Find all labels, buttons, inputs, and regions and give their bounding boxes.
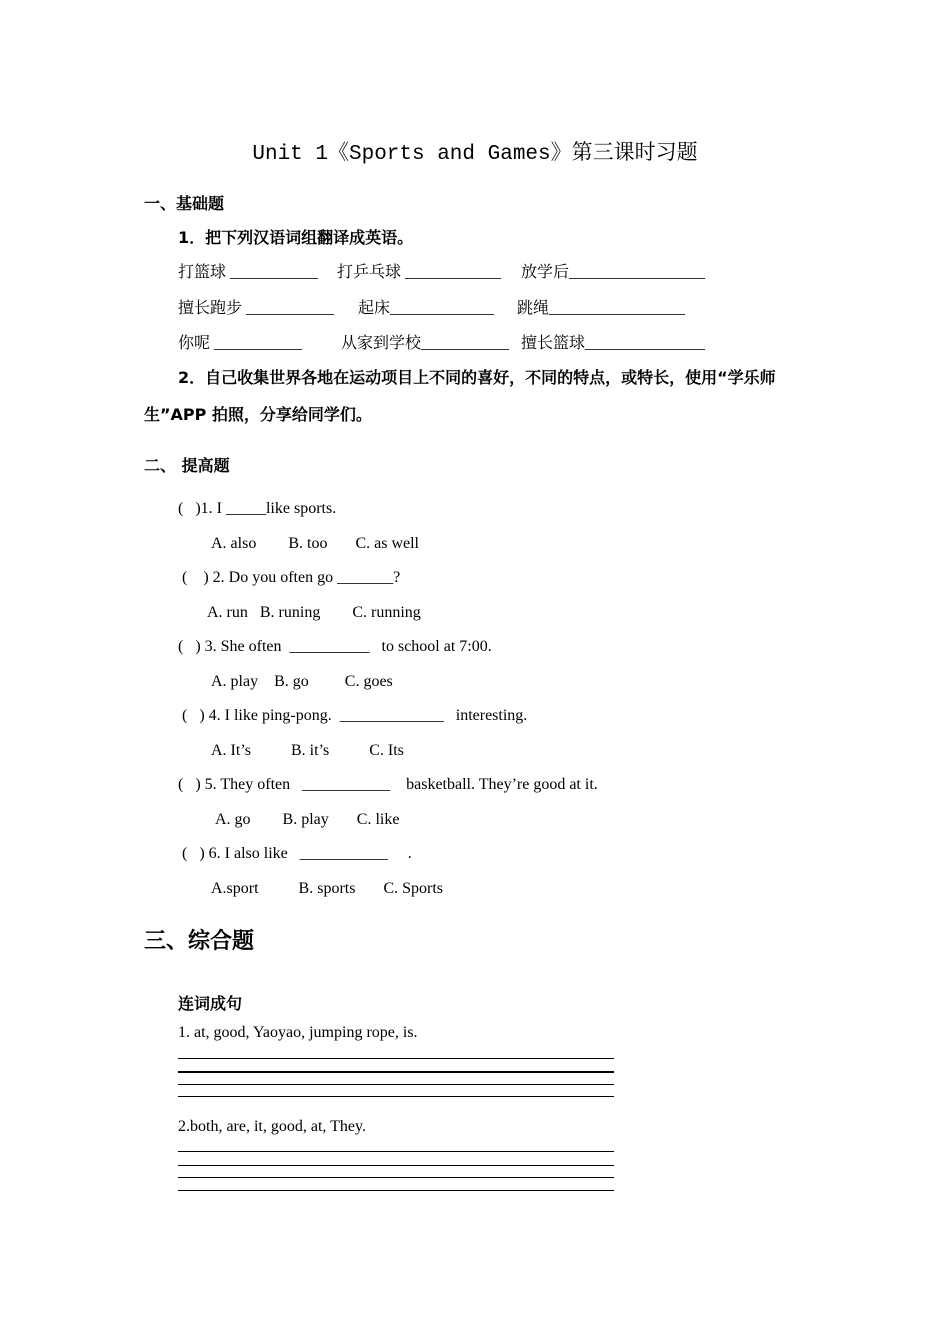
section-3-heading: 三、综合题 (144, 929, 255, 954)
answer-line (178, 1151, 614, 1152)
translation-item: 擅长跑步 ___________ (178, 300, 339, 317)
mc-question-stem: ( ) 3. She often __________ to school at 7:00. (178, 638, 492, 655)
translation-item: 起床_____________ (358, 300, 499, 317)
sentence-prompt: 1. at, good, Yaoyao, jumping rope, is. (178, 1024, 418, 1041)
translation-item: 跳绳_________________ (517, 300, 686, 317)
section-2-heading: 二、 提高题 (144, 456, 230, 475)
answer-line (178, 1084, 614, 1085)
answer-line (178, 1096, 614, 1097)
translation-item: 从家到学校___________ (341, 335, 514, 352)
question-1-label: 1．把下列汉语词组翻译成英语。 (178, 228, 414, 247)
answer-line (178, 1165, 614, 1166)
translation-item: 你呢 ___________ (178, 335, 307, 352)
section-3-subheading: 连词成句 (178, 994, 243, 1013)
section-1-heading: 一、基础题 (144, 194, 225, 213)
mc-question-stem: ( ) 2. Do you often go _______? (178, 569, 401, 586)
translation-item: 擅长篮球_______________ (521, 335, 706, 352)
answer-line (178, 1058, 614, 1059)
mc-question-options: A. also B. too C. as well (211, 535, 419, 552)
mc-question-stem: ( ) 6. I also like ___________ . (178, 845, 412, 862)
mc-question-options: A. play B. go C. goes (211, 673, 393, 690)
mc-question-options: A. go B. play C. like (215, 811, 400, 828)
translation-item: 打乒乓球 ____________ (337, 264, 506, 281)
page-title: Unit 1《Sports and Games》第三课时习题 (252, 143, 698, 166)
mc-question-options: A. It’s B. it’s C. Its (211, 742, 404, 759)
answer-line (178, 1177, 614, 1178)
sentence-prompt: 2.both, are, it, good, at, They. (178, 1118, 366, 1135)
mc-question-stem: ( )1. I _____like sports. (178, 500, 337, 517)
mc-question-stem: ( ) 4. I like ping-pong. _____________ interesting. (178, 707, 528, 724)
question-2-line1: 2．自己收集世界各地在运动项目上不同的喜好，不同的特点，或特长，使用“学乐师 (178, 368, 776, 387)
mc-question-options: A.sport B. sports C. Sports (211, 880, 444, 897)
mc-question-options: A. run B. runing C. running (207, 604, 421, 621)
question-2-line2: 生”APP 拍照，分享给同学们。 (144, 405, 372, 424)
mc-question-stem: ( ) 5. They often ___________ basketball. They’re good at it. (178, 776, 598, 793)
answer-line (178, 1190, 614, 1191)
translation-item: 放学后_________________ (521, 264, 706, 281)
translation-item: 打篮球 ___________ (178, 264, 323, 281)
answer-line (178, 1071, 614, 1073)
